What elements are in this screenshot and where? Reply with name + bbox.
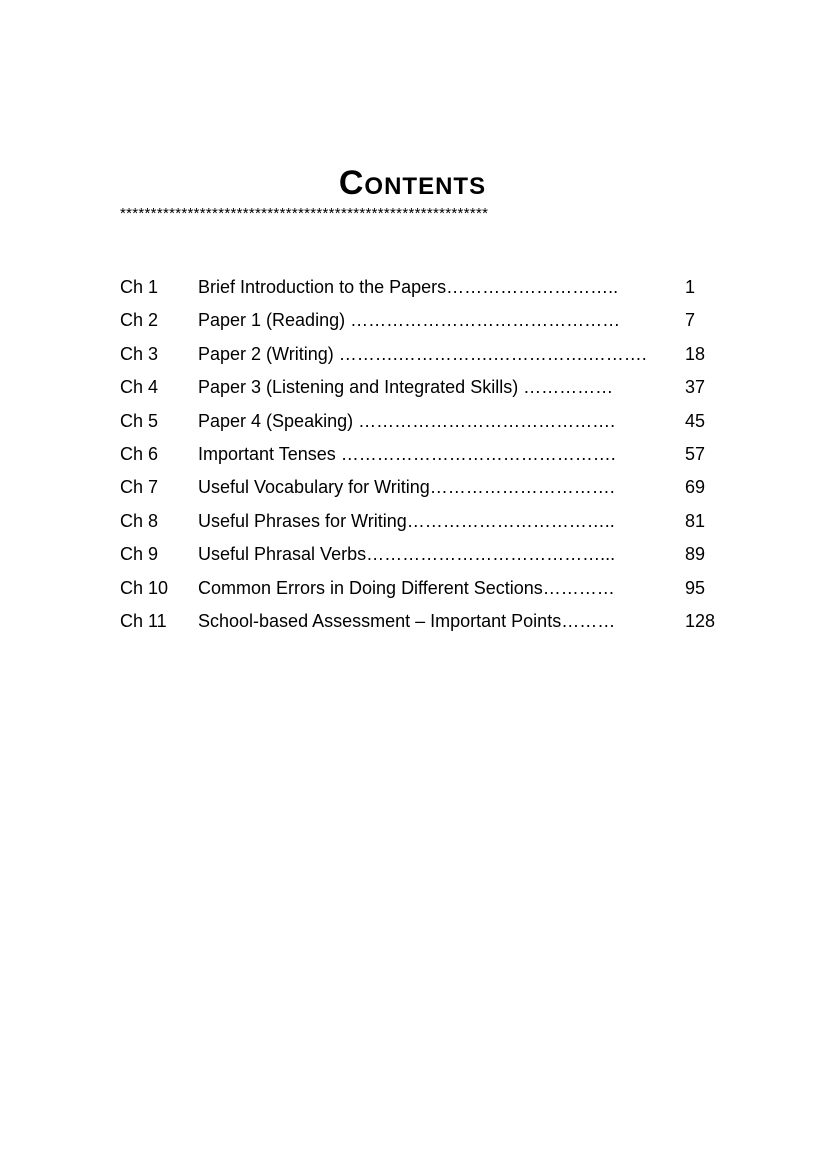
- toc-entry-ch1: [120, 274, 740, 307]
- toc-page-number: 37: [685, 377, 706, 398]
- toc-title: School-based Assessment – Important Points………: [198, 610, 616, 631]
- table-of-contents: [120, 274, 740, 641]
- toc-entry-ch4: [120, 374, 740, 407]
- toc-title: Useful Vocabulary for Writing………………………….: [198, 477, 615, 498]
- toc-title: Useful Phrases for Writing……………………………..: [198, 510, 615, 531]
- toc-entry-ch3: [120, 341, 740, 374]
- toc-page-number: 69: [685, 477, 706, 498]
- toc-page-number: 89: [685, 544, 706, 565]
- toc-page-number: 18: [685, 343, 706, 364]
- toc-chapter: Ch 8: [120, 510, 159, 531]
- toc-title: Useful Phrasal Verbs…………………………………...: [198, 544, 616, 565]
- toc-page-number: 81: [685, 510, 706, 531]
- toc-entry-ch8: [120, 508, 740, 541]
- toc-title: Important Tenses ……………………………………….: [198, 443, 616, 464]
- toc-chapter: Ch 10: [120, 577, 169, 598]
- toc-title: Common Errors in Doing Different Sections…………: [198, 577, 615, 598]
- toc-chapter: Ch 11: [120, 610, 167, 631]
- toc-title: Paper 2 (Writing) ……….…………….…………….……….: [198, 343, 647, 364]
- toc-entry-ch7: [120, 474, 740, 507]
- toc-page-number: 1: [685, 277, 696, 297]
- toc-page-number: 57: [685, 443, 706, 464]
- toc-entry-ch2: [120, 307, 740, 340]
- toc-page-number: 128: [685, 610, 716, 631]
- toc-chapter: Ch 9: [120, 544, 159, 565]
- toc-title: Brief Introduction to the Papers………………………..: [198, 277, 619, 297]
- toc-title: Paper 4 (Speaking) …………………………………….: [198, 410, 616, 431]
- toc-chapter: Ch 5: [120, 410, 159, 431]
- toc-chapter: Ch 2: [120, 310, 159, 331]
- toc-chapter: Ch 6: [120, 443, 159, 464]
- toc-chapter: Ch 7: [120, 477, 159, 498]
- toc-title: Paper 3 (Listening and Integrated Skills) ……………: [198, 377, 614, 398]
- asterisk-divider: ************************************************************: [120, 206, 489, 222]
- toc-entry-ch5: [120, 408, 740, 441]
- toc-page-number: 45: [685, 410, 706, 431]
- toc-entry-ch10: [120, 575, 740, 608]
- toc-entry-ch6: [120, 441, 740, 474]
- toc-page-number: 95: [685, 577, 706, 598]
- toc-entry-ch9: [120, 541, 740, 574]
- toc-title: Paper 1 (Reading) ………………………………………: [198, 310, 621, 331]
- toc-page-number: 7: [685, 310, 696, 331]
- contents-heading: Contents: [338, 164, 487, 202]
- toc-entry-ch11: [120, 608, 740, 641]
- toc-chapter: Ch 3: [120, 343, 159, 364]
- toc-chapter: Ch 4: [120, 377, 159, 398]
- toc-chapter: Ch 1: [120, 277, 159, 297]
